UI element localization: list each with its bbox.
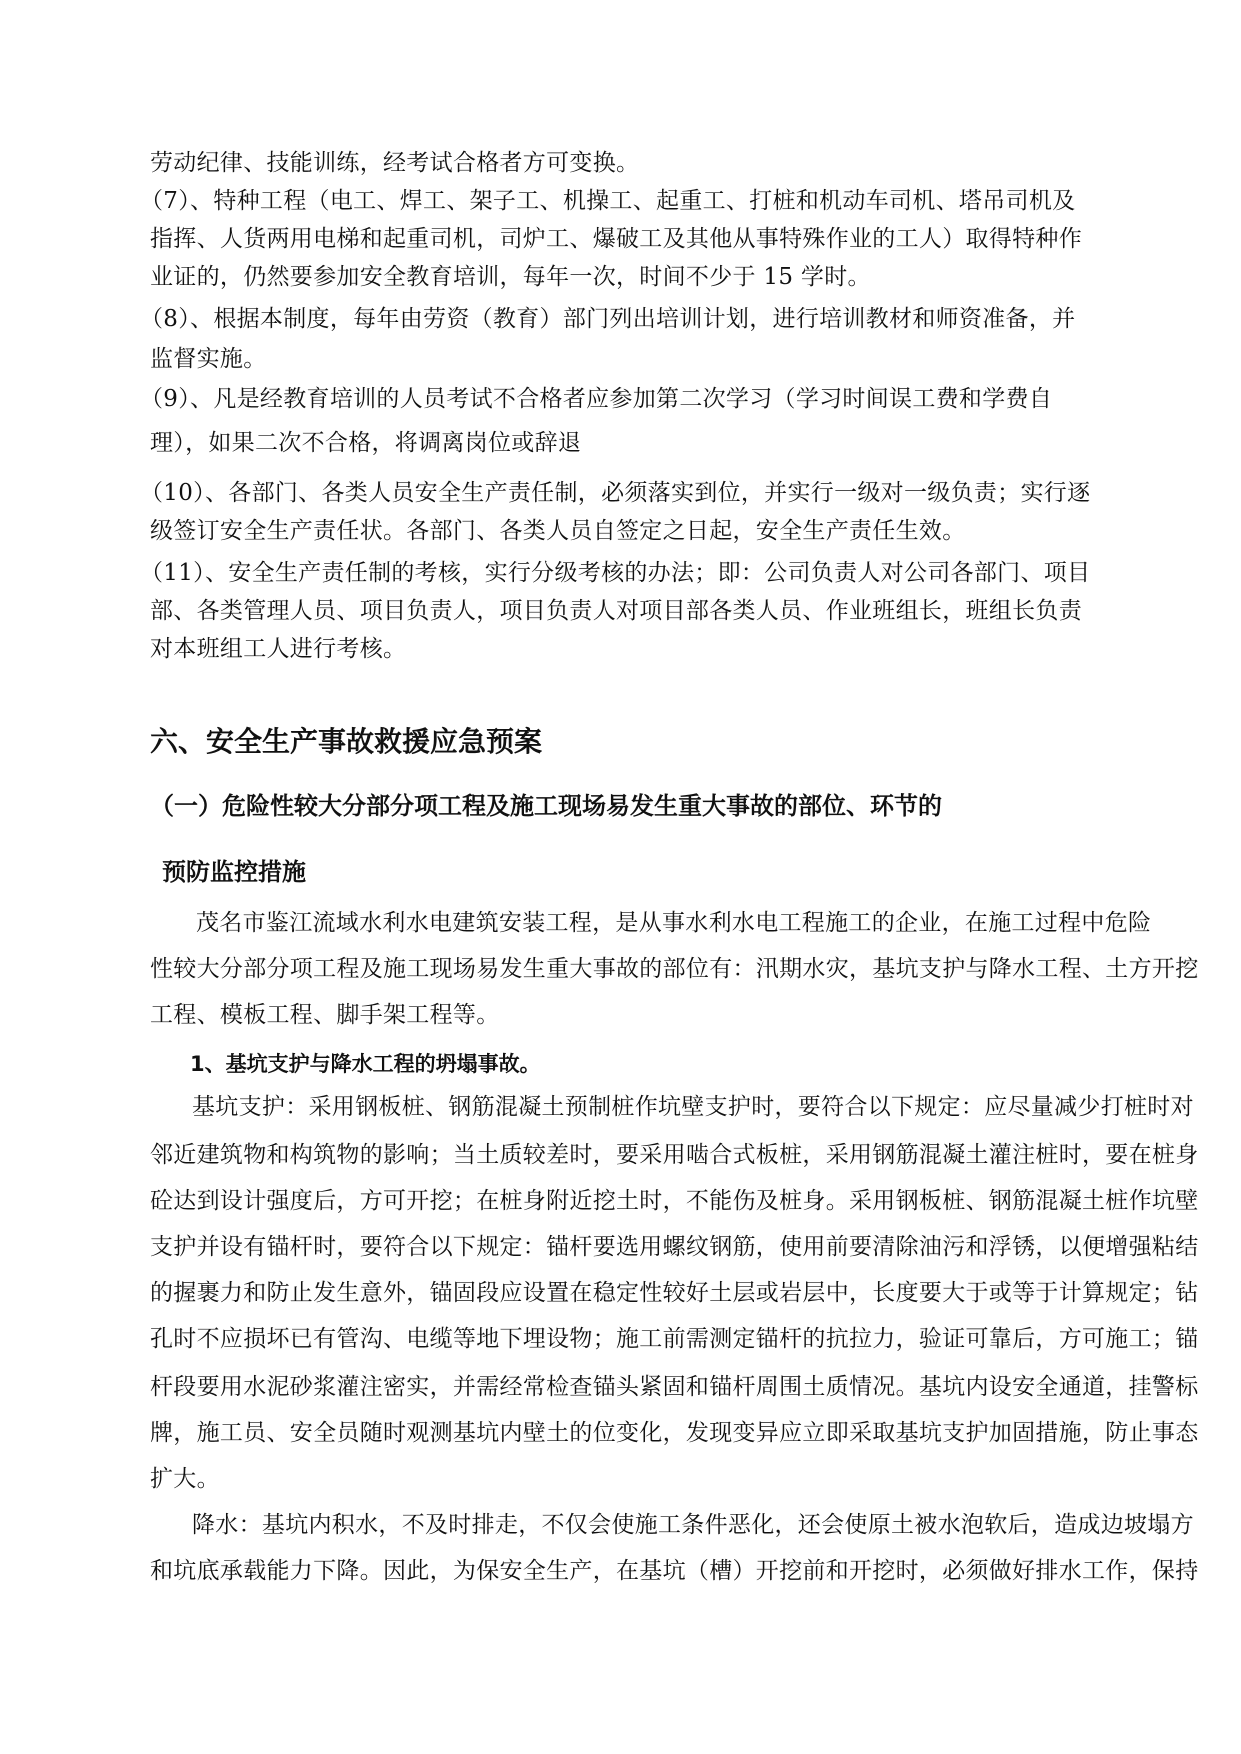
paragraph-line: 扩大。: [150, 1466, 220, 1492]
paragraph-line: 基坑支护：采用钢板桩、钢筋混凝土预制桩作坑壁支护时，要符合以下规定：应尽量减少打桩时对: [192, 1094, 1194, 1120]
paragraph-line: 的握裹力和防止发生意外，锚固段应设置在稳定性较好土层或岩层中，长度要大于或等于计算规定；钻: [150, 1280, 1199, 1306]
subsection-heading-continued: 预防监控措施: [162, 858, 306, 886]
paragraph-line: 砼达到设计强度后，方可开挖；在桩身附近挖土时，不能伤及桩身。采用钢板桩、钢筋混凝土桩作坑壁: [150, 1188, 1199, 1214]
paragraph-line: 邻近建筑物和构筑物的影响；当土质较差时，要采用啮合式板桩，采用钢筋混凝土灌注桩时，要在桩身: [150, 1142, 1199, 1168]
text-line: （7）、特种工程（电工、焊工、架子工、机操工、起重工、打桩和机动车司机、塔吊司机及: [140, 188, 1076, 214]
text-line: 理），如果二次不合格，将调离岗位或辞退: [150, 430, 582, 456]
text-line: 监督实施。: [150, 346, 267, 372]
text-line: 对本班组工人进行考核。: [150, 636, 407, 662]
paragraph-line: 杆段要用水泥砂浆灌注密实，并需经常检查锚头紧固和锚杆周围土质情况。基坑内设安全通道，挂警标: [150, 1374, 1199, 1400]
paragraph-line: 和坑底承载能力下降。因此，为保安全生产，在基坑（槽）开挖前和开挖时，必须做好排水工作，保持: [150, 1558, 1199, 1584]
text-line: 部、各类管理人员、项目负责人，项目负责人对项目部各类人员、作业班组长，班组长负责: [150, 598, 1082, 624]
text-line: 劳动纪律、技能训练，经考试合格者方可变换。: [150, 150, 640, 176]
paragraph-line: 降水：基坑内积水，不及时排走，不仅会使施工条件恶化，还会使原土被水泡软后，造成边坡塌方: [192, 1512, 1194, 1538]
subsection-heading: （一）危险性较大分部分项工程及施工现场易发生重大事故的部位、环节的: [150, 792, 942, 820]
text-line: 指挥、人货两用电梯和起重司机，司炉工、爆破工及其他从事特殊作业的工人）取得特种作: [150, 226, 1082, 252]
text-line: （10）、各部门、各类人员安全生产责任制，必须落实到位，并实行一级对一级负责；实行逐: [140, 480, 1091, 506]
intro-line: 工程、模板工程、脚手架工程等。: [150, 1002, 500, 1028]
item-heading: 1、基坑支护与降水工程的坍塌事故。: [190, 1052, 541, 1076]
text-line: （8）、根据本制度，每年由劳资（教育）部门列出培训计划，进行培训教材和师资准备，并: [140, 306, 1076, 332]
paragraph-line: 支护并设有锚杆时，要符合以下规定：锚杆要选用螺纹钢筋，使用前要清除油污和浮锈，以便增强粘结: [150, 1234, 1199, 1260]
text-line: 业证的，仍然要参加安全教育培训，每年一次，时间不少于 15 学时。: [150, 264, 871, 290]
paragraph-line: 牌，施工员、安全员随时观测基坑内壁土的位变化，发现变异应立即采取基坑支护加固措施，防止事态: [150, 1420, 1199, 1446]
paragraph-line: 孔时不应损坏已有管沟、电缆等地下埋设物；施工前需测定锚杆的抗拉力，验证可靠后，方可施工；锚: [150, 1326, 1199, 1352]
text-line: （9）、凡是经教育培训的人员考试不合格者应参加第二次学习（学习时间误工费和学费自: [140, 386, 1053, 412]
intro-line: 性较大分部分项工程及施工现场易发生重大事故的部位有：汛期水灾，基坑支护与降水工程、土方开挖: [150, 956, 1199, 982]
intro-line: 茂名市鉴江流域水利水电建筑安装工程，是从事水利水电工程施工的企业，在施工过程中危险: [196, 910, 1152, 936]
text-line: （11）、安全生产责任制的考核，实行分级考核的办法；即：公司负责人对公司各部门、项目: [140, 560, 1091, 586]
section-heading: 六、安全生产事故救援应急预案: [150, 725, 543, 758]
text-line: 级签订安全生产责任状。各部门、各类人员自签定之日起，安全生产责任生效。: [150, 518, 966, 544]
